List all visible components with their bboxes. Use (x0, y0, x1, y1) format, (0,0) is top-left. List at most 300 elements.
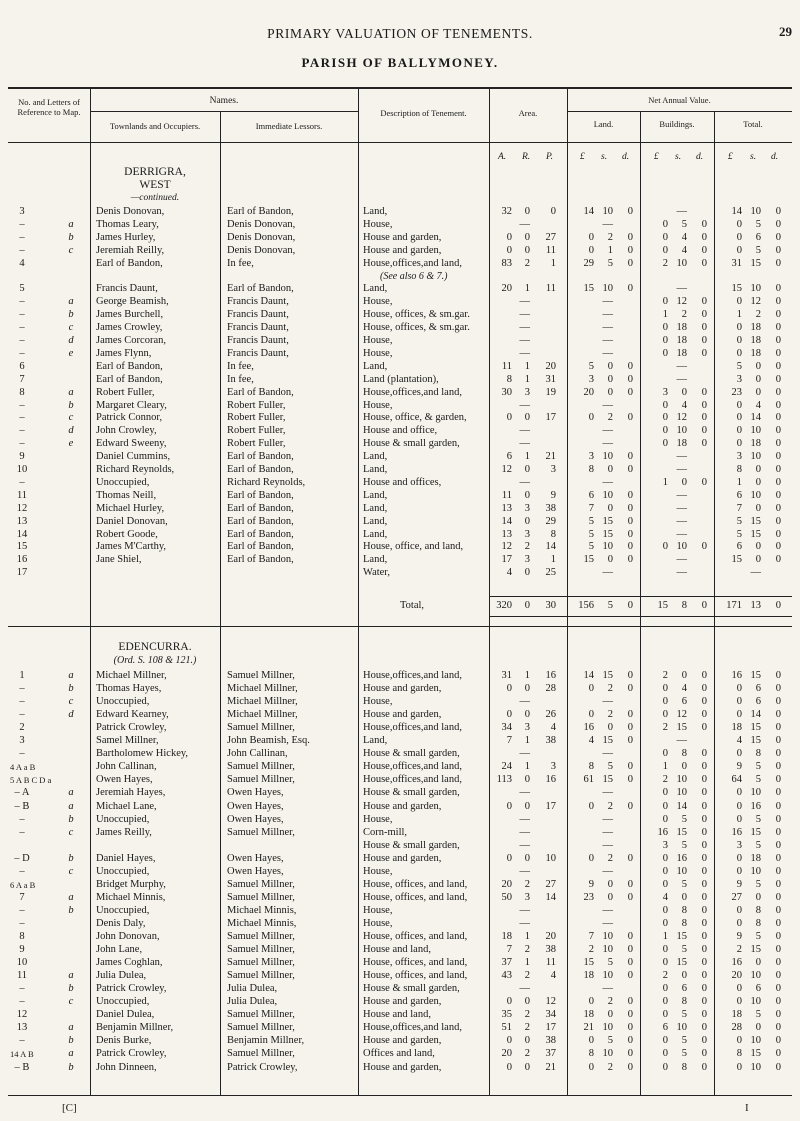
table-row (0, 957, 800, 970)
cell-lessor: Earl of Bandon, (227, 502, 294, 514)
cell-total-shillings: 0 (755, 476, 761, 488)
cell-description: House,offices,and land, (363, 1022, 462, 1034)
cell-total-pence: 0 (775, 735, 781, 747)
cell-ref-letter: c (68, 244, 74, 256)
cell-lessor: Samuel Millner, (227, 878, 295, 890)
cell-area-perches: 38 (545, 1035, 556, 1047)
cell-lessor: Francis Daunt, (227, 296, 289, 308)
cell-description: House,offices,and land, (363, 774, 462, 786)
cell-buildings-shillings: 8 (681, 996, 687, 1008)
cell-buildings-pounds: 0 (662, 1035, 668, 1047)
cell-area-roods: — (519, 839, 530, 851)
cell-area-roods: — (519, 787, 530, 799)
cell-land-shillings: — (602, 399, 613, 411)
cell-land-pence: 0 (627, 683, 633, 695)
cell-area-roods: 1 (524, 670, 530, 681)
cell-total-total-pence: 0 (775, 600, 781, 611)
cell-area-perches: 27 (545, 231, 556, 243)
cell-lessor: Earl of Bandon, (227, 554, 294, 566)
cell-land-shillings: 10 (602, 944, 613, 956)
cell-total-pounds: 0 (736, 425, 742, 437)
cell-area-acres: 4 (506, 567, 512, 579)
cell-land-pence: 0 (627, 231, 633, 243)
header-area: Area. (518, 108, 538, 118)
cell-lessor: Earl of Bandon, (227, 489, 294, 501)
cell-buildings-shillings: 18 (676, 438, 687, 450)
cell-total-shillings: 10 (750, 1035, 761, 1047)
cell-total-shillings: 5 (755, 839, 761, 851)
cell-area-roods: — (519, 904, 530, 916)
cell-land-pence: 0 (627, 244, 633, 256)
cell-area-roods: — (519, 748, 530, 760)
cell-land-pounds: 29 (583, 257, 594, 269)
cell-buildings-shillings: — (676, 360, 687, 372)
cell-area-perches: 14 (545, 891, 556, 903)
cell-buildings-pence: 0 (701, 813, 707, 825)
cell-description: House and garden, (363, 852, 442, 864)
cell-total-shillings: 5 (755, 774, 761, 786)
cell-area-acres: 13 (501, 528, 512, 540)
cell-lessor: Earl of Bandon, (227, 528, 294, 540)
cell-area-roods: 2 (524, 541, 530, 553)
cell-buildings-shillings: — (676, 515, 687, 527)
cell-total-pence: 0 (775, 373, 781, 385)
cell-total-pounds: 3 (736, 839, 742, 851)
cell-land-pounds: 15 (583, 283, 594, 295)
cell-ref-number: – (19, 813, 25, 825)
cell-buildings-shillings: 5 (681, 878, 687, 890)
cell-lessor: Michael Millner, (227, 683, 298, 695)
cell-buildings-shillings: 14 (676, 800, 687, 812)
cell-total-land-pence: 0 (627, 600, 633, 611)
cell-total-pounds: 0 (736, 696, 742, 708)
cell-ref-number: 14 (16, 528, 28, 540)
cell-buildings-pounds: 0 (662, 852, 668, 864)
cell-area-perches: 26 (545, 709, 556, 721)
cell-ref-number: 8 (19, 386, 25, 398)
cell-land-pounds: 16 (583, 722, 594, 734)
cell-land-pence: 0 (627, 891, 633, 903)
cell-area-acres: 51 (501, 1022, 512, 1034)
cell-total-pounds: 0 (736, 322, 742, 334)
cell-lessor: Samuel Millner, (227, 970, 295, 982)
cell-ref-letter: e (68, 438, 74, 450)
cell-ref-letter: a (68, 970, 74, 982)
cell-buildings-pounds: 0 (662, 800, 668, 812)
cell-land-pounds: 15 (583, 554, 594, 566)
cell-buildings-shillings: 8 (681, 1061, 687, 1073)
cell-area-roods: 0 (524, 515, 530, 527)
cell-occupier: Jeremiah Hayes, (96, 787, 166, 799)
cell-occupier: Earl of Bandon, (96, 257, 163, 269)
cell-occupier: Michael Hurley, (96, 502, 165, 514)
cell-land-pounds: 0 (588, 231, 594, 243)
table-row (0, 567, 800, 580)
table-row (0, 296, 800, 309)
cell-land-pounds: 8 (588, 761, 594, 773)
cell-ref-letter: c (68, 996, 74, 1008)
cell-total-shillings: 6 (755, 983, 761, 995)
cell-total-pounds: 28 (731, 1022, 742, 1034)
cell-area-acres: 83 (501, 257, 512, 269)
cell-buildings-pence: 0 (701, 257, 707, 269)
cell-occupier: Patrick Connor, (96, 412, 163, 424)
cell-area-acres: 11 (501, 489, 512, 501)
cell-land-pounds: 3 (588, 451, 594, 463)
cell-area-roods: 2 (524, 1022, 530, 1034)
cell-total-pounds: 0 (736, 335, 742, 346)
cell-land-pence: 0 (627, 1009, 633, 1021)
table-row (0, 735, 800, 748)
cell-total-pounds: 0 (736, 1061, 742, 1073)
cell-occupier: John Callinan, (96, 761, 157, 773)
cell-area-roods: 1 (524, 360, 530, 372)
unit-pounds: £ (580, 152, 585, 162)
table-row (0, 554, 800, 567)
cell-land-pence: 0 (627, 1061, 633, 1073)
cell-buildings-shillings: 6 (681, 983, 687, 995)
cell-occupier: John Donovan, (96, 931, 160, 942)
cell-total-pence: 0 (775, 878, 781, 890)
cell-occupier: Unoccupied, (96, 996, 150, 1008)
cell-ref-number: 10 (16, 957, 28, 969)
cell-area-acres: 0 (506, 1035, 512, 1047)
cell-occupier: Unoccupied, (96, 696, 150, 708)
cell-total-shillings: 10 (750, 970, 761, 982)
cell-land-pence: 0 (627, 722, 633, 734)
cell-occupier: Unoccupied, (96, 904, 150, 916)
cell-area-perches: 11 (545, 283, 556, 295)
cell-buildings-pence: 0 (701, 335, 707, 346)
cell-total-pence: 0 (775, 335, 781, 346)
cell-area-acres: 6 (506, 451, 512, 463)
table-row (0, 944, 800, 957)
cell-lessor: Michael Minnis, (227, 904, 297, 916)
cell-occupier: Denis Daly, (96, 917, 146, 929)
cell-area-acres: 0 (506, 244, 512, 256)
cell-total-pence: 0 (775, 1048, 781, 1060)
unit-shillings: s. (750, 152, 757, 162)
cell-area-roods: 1 (524, 451, 530, 463)
cell-description: House, (363, 813, 393, 825)
cell-land-shillings: — (602, 438, 613, 450)
table-row (0, 477, 800, 490)
cell-ref-number: 3 (19, 206, 25, 217)
cell-occupier: John Crowley, (96, 425, 157, 437)
cell-area-roods: — (519, 983, 530, 995)
cell-land-shillings: 1 (607, 244, 613, 256)
cell-buildings-pence: 0 (701, 476, 707, 488)
cell-land-pence: 0 (627, 1022, 633, 1034)
cell-total-shillings: 0 (755, 360, 761, 372)
cell-buildings-pounds: 0 (662, 412, 668, 424)
cell-buildings-shillings: 12 (676, 412, 687, 424)
names-rule (90, 111, 358, 112)
cell-description: Land, (363, 360, 388, 372)
cell-buildings-pence: 0 (701, 399, 707, 411)
cell-land-pounds: 5 (588, 528, 594, 540)
cell-land-shillings: — (602, 322, 613, 334)
cell-total-pence: 0 (775, 787, 781, 799)
cell-ref-letter: a (68, 386, 74, 398)
cell-ref-number: 13 (16, 515, 28, 527)
cell-total-shillings: 6 (755, 696, 761, 708)
cell-ref-number: – (19, 996, 25, 1008)
cell-area-perches: 28 (545, 683, 556, 695)
cell-description: House, (363, 335, 393, 346)
cell-buildings-shillings: 6 (681, 696, 687, 708)
cell-ref-number: 17 (16, 567, 28, 579)
cell-buildings-pounds: 0 (662, 541, 668, 553)
cell-total-pounds: 15 (731, 554, 742, 566)
cell-buildings-pence: 0 (701, 761, 707, 773)
cell-land-shillings: 2 (607, 1061, 613, 1073)
cell-total-pounds: 5 (736, 515, 742, 527)
cell-buildings-shillings: 5 (681, 813, 687, 825)
cell-area-perches: 38 (545, 944, 556, 956)
cell-description: House and office, (363, 425, 438, 437)
cell-area-roods: 0 (524, 231, 530, 243)
cell-land-pence: 0 (627, 412, 633, 424)
cell-ref-letter: a (68, 1022, 74, 1034)
cell-area-roods: 2 (524, 970, 530, 982)
cell-total-pounds: 0 (736, 1035, 742, 1047)
cell-total-shillings: 10 (750, 787, 761, 799)
cell-lessor: In fee, (227, 257, 254, 269)
cell-land-shillings: 15 (602, 528, 613, 540)
cell-lessor: Francis Daunt, (227, 347, 289, 359)
cell-description: House,offices,and land, (363, 761, 462, 773)
table-row (0, 335, 800, 348)
table-row (0, 853, 800, 866)
cell-area-perches: 38 (545, 502, 556, 514)
cell-area-roods: 0 (524, 1061, 530, 1073)
cell-buildings-pounds: 0 (662, 1048, 668, 1060)
cell-land-pence: 0 (627, 554, 633, 566)
cell-land-pence: 0 (627, 670, 633, 681)
cell-total-shillings: 16 (750, 800, 761, 812)
cell-description: Land, (363, 489, 388, 501)
cell-description: House,offices,and land, (363, 722, 462, 734)
cell-description: House, (363, 865, 393, 877)
cell-description: Land, (363, 283, 388, 295)
cell-description: House, (363, 296, 393, 308)
cell-land-pence: 0 (627, 283, 633, 295)
cell-lessor: Samuel Millner, (227, 931, 295, 942)
cell-total-pence: 0 (775, 1009, 781, 1021)
cell-total-shillings: 15 (750, 515, 761, 527)
cell-area-roods: 0 (524, 683, 530, 695)
cell-area-perches: 3 (550, 761, 556, 773)
cell-land-shillings: 10 (602, 541, 613, 553)
cell-land-shillings: 10 (602, 283, 613, 295)
cell-total-pence: 0 (775, 1022, 781, 1034)
cell-land-shillings: 2 (607, 683, 613, 695)
cell-area-roods: 3 (524, 891, 530, 903)
section-heading-edencurra (90, 641, 220, 667)
cell-occupier: Unoccupied, (96, 865, 150, 877)
cell-total-pounds: 5 (736, 528, 742, 540)
cell-buildings-pence: 0 (701, 996, 707, 1008)
cell-occupier: Earl of Bandon, (96, 373, 163, 385)
cell-total-shillings: 15 (750, 826, 761, 838)
cell-lessor: Samuel Millner, (227, 774, 295, 786)
cell-total-pounds: 18 (731, 722, 742, 734)
cell-buildings-pence: 0 (701, 839, 707, 851)
cell-area-roods: 1 (524, 957, 530, 969)
cell-area-acres: 0 (506, 709, 512, 721)
cell-lessor: In fee, (227, 360, 254, 372)
cell-area-roods: 2 (524, 878, 530, 890)
cell-land-pence: 0 (627, 489, 633, 501)
table-row (0, 1062, 800, 1075)
cell-ref-number: – B (14, 800, 30, 812)
cell-description: Water, (363, 567, 391, 579)
table-row (0, 219, 800, 232)
cell-occupier: Benjamin Millner, (96, 1022, 174, 1034)
cell-buildings-pence: 0 (701, 1009, 707, 1021)
cell-total-pence: 0 (775, 218, 781, 230)
page-number: 29 (779, 24, 792, 39)
cell-lessor: Robert Fuller, (227, 412, 286, 424)
cell-area-acres: 31 (501, 670, 512, 681)
table-row (0, 490, 800, 503)
cell-buildings-pounds: 3 (662, 386, 668, 398)
table-row (0, 387, 800, 400)
table-row (0, 840, 800, 853)
cell-land-pounds: 23 (583, 891, 594, 903)
heading-line: DERRIGRA, (124, 166, 186, 178)
cell-total-pounds: 0 (736, 683, 742, 695)
cell-description: House and garden, (363, 1061, 442, 1073)
cell-occupier: Robert Goode, (96, 528, 158, 540)
cell-area-roods: — (519, 335, 530, 346)
cell-total-pounds: 0 (736, 347, 742, 359)
parish-title: PARISH OF BALLYMONEY. (301, 55, 499, 70)
cell-land-pence: 0 (627, 502, 633, 514)
cell-land-shillings: 0 (607, 722, 613, 734)
cell-total-pounds: 31 (731, 257, 742, 269)
cell-land-pounds: 0 (588, 996, 594, 1008)
cell-total-pence: 0 (775, 206, 781, 217)
cell-lessor: Samuel Millner, (227, 1048, 295, 1060)
cell-total-pounds: 0 (736, 412, 742, 424)
heading-line: WEST (139, 179, 171, 191)
cell-land-shillings: — (602, 826, 613, 838)
cell-total-shillings: 4 (755, 399, 761, 411)
cell-total-pence: 0 (775, 541, 781, 553)
cell-buildings-shillings: 15 (676, 722, 687, 734)
cell-total-pence: 0 (775, 425, 781, 437)
header-buildings: Buildings. (659, 119, 695, 129)
cell-ref-letter: b (68, 1061, 74, 1073)
cell-area-acres: 37 (501, 957, 512, 969)
cell-ref-letter: b (68, 813, 74, 825)
heading-line: EDENCURRA. (118, 641, 192, 653)
cell-total-shillings: 10 (750, 489, 761, 501)
cell-description: House & small garden, (363, 438, 460, 450)
table-row (0, 541, 800, 554)
cell-land-pence: 0 (627, 206, 633, 217)
cell-occupier: Julia Dulea, (96, 970, 147, 982)
cell-land-pounds: 18 (583, 1009, 594, 1021)
unit-pence: d. (696, 152, 704, 162)
cell-description: House and garden, (363, 231, 442, 243)
cell-total-pence: 0 (775, 800, 781, 812)
cell-total-shillings: 10 (750, 996, 761, 1008)
cell-area-acres: 14 (501, 515, 512, 527)
cell-buildings-pounds: 0 (662, 813, 668, 825)
cell-land-shillings: — (602, 865, 613, 877)
cell-land-pounds: 0 (588, 683, 594, 695)
cell-buildings-pounds: 0 (662, 983, 668, 995)
cell-ref-letter: b (68, 1035, 74, 1047)
cell-occupier: Thomas Leary, (96, 218, 159, 230)
cell-area-perches: 31 (545, 373, 556, 385)
table-row (0, 206, 800, 219)
cell-occupier: Michael Lane, (96, 800, 157, 812)
cell-buildings-pence: 0 (701, 774, 707, 786)
cell-total-shillings: 0 (755, 554, 761, 566)
cell-total-shillings: 10 (750, 425, 761, 437)
cell-land-pence: 0 (627, 257, 633, 269)
cell-total-shillings: 6 (755, 683, 761, 695)
cell-ref-letter: d (68, 335, 74, 346)
cell-land-pence: 0 (627, 541, 633, 553)
cell-occupier: Denis Donovan, (96, 206, 165, 217)
cell-ref-letter: b (68, 983, 74, 995)
cell-total-shillings: 14 (750, 412, 761, 424)
cell-ref-letter: b (68, 683, 74, 695)
cell-lessor: Earl of Bandon, (227, 541, 294, 553)
cell-buildings-shillings: 15 (676, 826, 687, 838)
cell-total-shillings: 18 (750, 322, 761, 334)
cell-total-pounds: 0 (736, 709, 742, 721)
heading-line: —continued. (130, 193, 180, 203)
cell-occupier: Thomas Hayes, (96, 683, 162, 695)
cell-land-pence: 0 (627, 735, 633, 747)
cell-description: House, (363, 218, 393, 230)
cell-total-pence: 0 (775, 399, 781, 411)
cell-land-pounds: 20 (583, 386, 594, 398)
cell-lessor: Samuel Millner, (227, 826, 295, 838)
cell-land-pounds: 7 (588, 502, 594, 514)
cell-total-shillings: 15 (750, 1048, 761, 1060)
cell-total-pence: 0 (775, 709, 781, 721)
cell-area-acres: 12 (501, 464, 512, 475)
cell-ref-number: – (19, 309, 25, 321)
cell-buildings-pounds: 0 (662, 399, 668, 411)
cell-area-roods: 2 (524, 1009, 530, 1021)
cell-total-pounds: 7 (736, 502, 742, 514)
cell-total-pence: 0 (775, 826, 781, 838)
cell-area-roods: 0 (524, 1035, 530, 1047)
cell-total-pence: 0 (775, 1035, 781, 1047)
cell-land-pence: 0 (627, 931, 633, 942)
cell-area-perches: 34 (545, 1009, 556, 1021)
cell-total-pounds: 5 (736, 360, 742, 372)
cell-buildings-shillings: 18 (676, 335, 687, 346)
cell-land-shillings: 2 (607, 412, 613, 424)
cell-total-shillings: 8 (755, 748, 761, 760)
cell-buildings-pence: 0 (701, 957, 707, 969)
table-row (0, 361, 800, 374)
cell-land-pounds: 3 (588, 373, 594, 385)
cell-total-land-pounds: 156 (578, 600, 594, 611)
cell-area-acres: 0 (506, 800, 512, 812)
cell-area-roods: 0 (524, 852, 530, 864)
cell-occupier: Edward Kearney, (96, 709, 169, 721)
